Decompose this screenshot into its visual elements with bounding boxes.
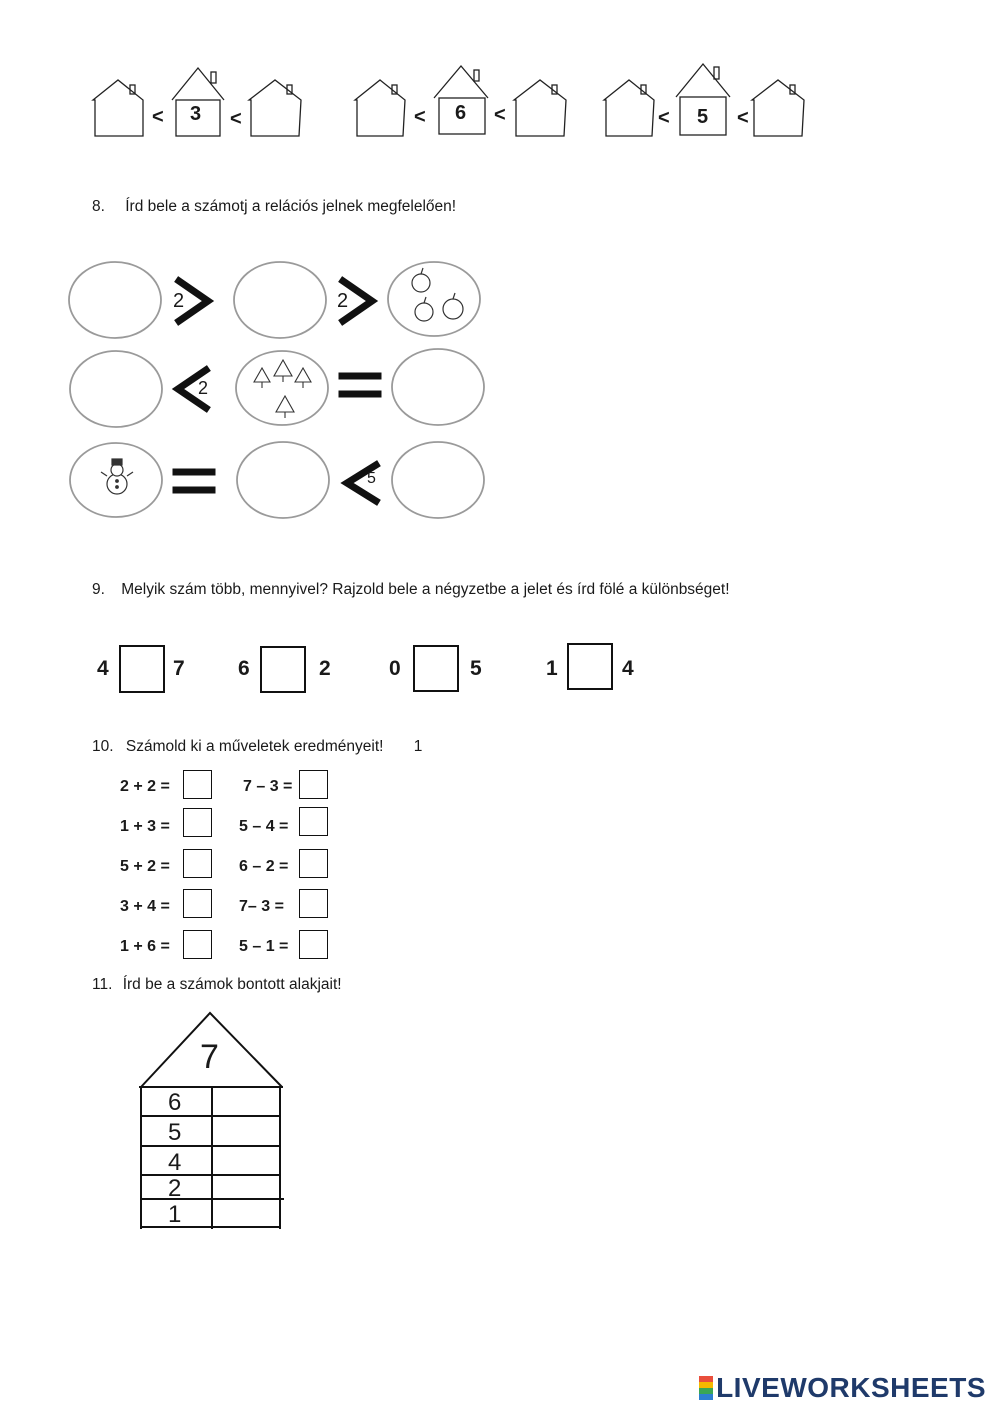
logo-text: LIVEWORKSHEETS [716,1372,986,1403]
decomposition-input[interactable] [214,1149,278,1175]
decomposition-input[interactable] [214,1177,278,1197]
q9-number: 9. [92,581,105,598]
pair-number: 0 [389,657,401,680]
equation-label: 7– 3 = [239,898,284,915]
logo-mark-icon [699,1376,713,1400]
compare-box[interactable] [567,643,613,690]
row-value: 1 [168,1201,182,1228]
q10-text: Számold ki a műveletek eredményeit! [125,738,384,755]
row-value: 6 [168,1089,182,1116]
q9-text: Melyik szám több, mennyivel? Rajzold bele a négyzetbe a jelet és írd fölé a különbséget! [121,581,730,598]
equation-label: 1 + 6 = [120,938,170,955]
house-lt-symbol: < [230,108,242,130]
sign-digit: 5 [367,470,376,487]
answer-circle [392,349,484,425]
equation-label: 3 + 4 = [120,898,170,915]
answer-box[interactable] [299,770,328,799]
sign-digit: 2 [337,290,349,312]
answer-circle [70,351,162,427]
answer-circle [392,442,484,518]
pair-number: 4 [97,657,109,680]
compare-box[interactable] [119,645,165,693]
q11-text: Írd be a számok bontott alakjait! [122,976,342,993]
equation-label: 5 + 2 = [120,858,170,875]
answer-box[interactable] [183,889,212,918]
house-lt-symbol: < [737,107,749,129]
compare-box[interactable] [260,646,306,693]
house-lt-symbol: < [152,106,164,128]
equation-label: 6 – 2 = [239,858,289,875]
pair-number: 5 [470,657,482,680]
answer-box[interactable] [299,930,328,959]
answer-box[interactable] [183,930,212,959]
q11-number: 11. [92,976,113,993]
q8-text: Írd bele a számotj a relációs jelnek megfelelően! [125,198,457,215]
apples-circle [388,262,480,336]
answer-box[interactable] [299,849,328,878]
answer-box[interactable] [299,889,328,918]
row-value: 5 [168,1119,182,1146]
house-lt-symbol: < [658,107,670,129]
decomposition-input[interactable] [214,1090,278,1116]
equation-label: 5 – 4 = [239,818,289,835]
answer-box[interactable] [299,807,328,836]
answer-circle [69,262,161,338]
equation-label: 2 + 2 = [120,778,170,795]
answer-box[interactable] [183,849,212,878]
equation-label: 5 – 1 = [239,938,289,955]
liveworksheets-logo[interactable] [699,1372,986,1404]
house-lt-symbol: < [494,104,506,126]
pair-number: 6 [238,657,250,680]
house-right-1 [249,80,301,136]
q8-heading [92,198,456,216]
pair-number: 7 [173,657,185,680]
q10-heading [92,738,422,756]
q10-extra: 1 [413,738,423,755]
answer-box[interactable] [183,770,212,799]
house-value: 5 [697,106,709,128]
house-left-3 [604,80,654,136]
compare-box[interactable] [413,645,459,692]
houses-drawing [0,0,1000,150]
house-right-2 [514,80,566,136]
answer-circle [234,262,326,338]
equation-label: 1 + 3 = [120,818,170,835]
answer-circle [237,442,329,518]
house-left-1 [93,80,143,136]
house-right-3 [752,80,804,136]
pair-number: 4 [622,657,634,680]
q8-number: 8. [92,198,105,215]
q11-heading [92,976,342,994]
q8-drawing [0,250,520,530]
house-lt-symbol: < [414,106,426,128]
row-value: 2 [168,1175,182,1202]
sign-digit: 2 [173,290,185,312]
row-value: 4 [168,1149,182,1176]
decomposition-input[interactable] [214,1201,278,1225]
q10-number: 10. [92,738,114,755]
house-left-2 [355,80,405,136]
answer-box[interactable] [183,808,212,837]
decomposition-input[interactable] [214,1119,278,1145]
sign-digit: 2 [198,378,209,398]
equation-label: 7 – 3 = [243,778,293,795]
roof-value: 7 [200,1038,219,1076]
q9-heading [92,581,730,599]
pair-number: 1 [546,657,558,680]
house-value: 3 [190,103,202,125]
house-value: 6 [455,102,467,124]
pair-number: 2 [319,657,331,680]
